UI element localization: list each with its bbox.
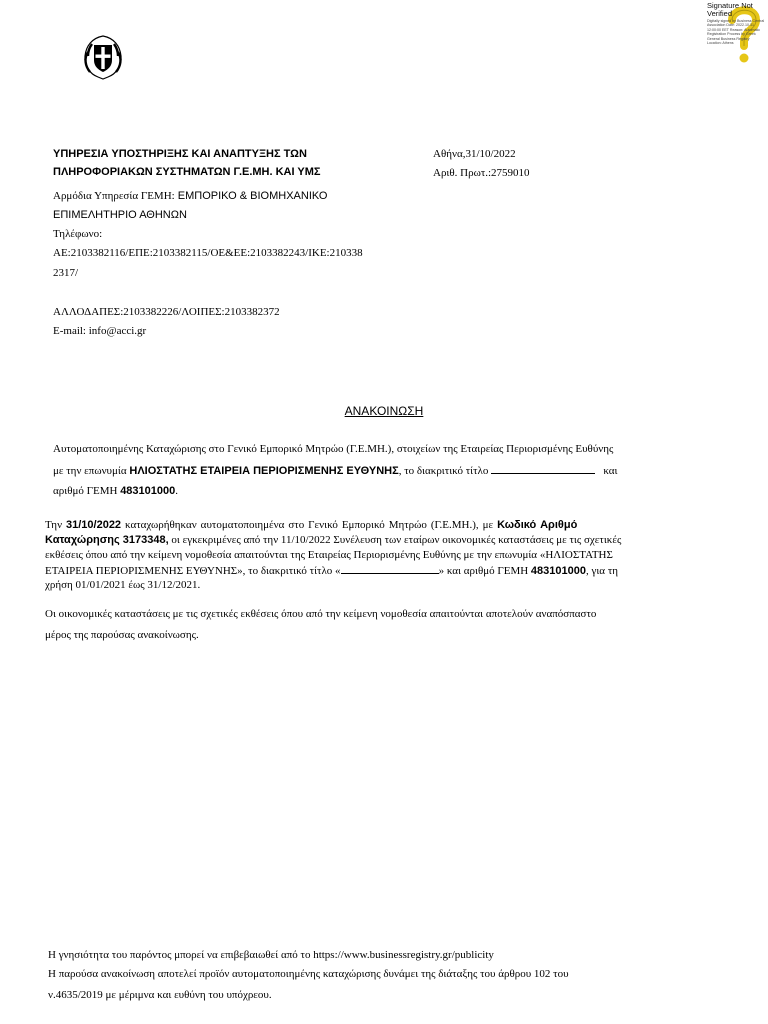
company-name: ΗΛΙΟΣΤΑΤΗΣ ΕΤΑΙΡΕΙΑ ΠΕΡΙΟΡΙΣΜΕΝΗΣ ΕΥΘΥΝΗΣ (129, 465, 399, 477)
footer-legal-basis: Η παρούσα ανακοίνωση αποτελεί προϊόν αυτοματοποιημένης καταχώρισης δυνάμει της διάταξης του άρθρου 102 του (48, 968, 569, 980)
gemi-number: 483101000 (530, 565, 586, 577)
body-line-5: χρήση 01/01/2021 έως 31/12/2021. (45, 579, 201, 591)
competent-service-value-2: ΕΠΙΜΕΛΗΤΗΡΙΟ ΑΘΗΝΩΝ (53, 209, 187, 221)
distinctive-title-blank (341, 563, 439, 574)
footer-legal-basis-2: ν.4635/2019 με μέριμνα και ευθύνη του υπόχρεου. (48, 989, 272, 1001)
body-text: καταχωρήθηκαν αυτοματοποιημένα στο Γενικό Εμπορικό Μητρώο (Γ.Ε.ΜΗ.), με (125, 519, 494, 531)
body-line-6: Οι οικονομικές καταστάσεις με τις σχετικές εκθέσεις όπου από την κείμενη νομοθεσία απαιτούνται αποτελούν αναπόσπαστο (45, 608, 597, 620)
phones-line-2: 2317/ (53, 267, 79, 279)
phone-label: Τηλέφωνο: (53, 228, 103, 240)
agency-line-1: ΥΠΗΡΕΣΙΑ ΥΠΟΣΤΗΡΙΞΗΣ ΚΑΙ ΑΝΑΠΤΥΞΗΣ ΤΩΝ (53, 148, 307, 160)
body-text: Την (45, 519, 63, 531)
intro-text: με την επωνυμία (53, 465, 127, 477)
body-text: , για τη (585, 565, 618, 577)
intro-line-1: Αυτοματοποιημένης Καταχώρισης στο Γενικό Εμπορικό Μητρώο (Γ.Ε.ΜΗ.), στοιχείων της Εταιρείας Περιορισμένης Ευθύνης (53, 443, 614, 455)
digital-signature-stamp (700, 0, 768, 64)
body-text: ΕΤΑΙΡΕΙΑ ΠΕΡΙΟΡΙΣΜΕΝΗΣ ΕΥΘΥΝΗΣ», το διακριτικό τίτλο « (45, 565, 341, 577)
distinctive-title-blank (491, 463, 595, 474)
coat-of-arms-emblem (78, 32, 128, 82)
signature-details: Digitally signed by Business Central Association Date: 2022.10.31 12:00:00 EET Reason: Automatic Registration Process by Greek General Business Registry Location: Athens (707, 19, 765, 46)
body-text: » και αριθμό ΓΕΜΗ (438, 565, 529, 577)
registration-code-label: Κωδικό Αριθμό (497, 519, 578, 531)
competent-service (53, 189, 327, 203)
phones-line-3: ΑΛΛΟΔΑΠΕΣ:2103382226/ΛΟΙΠΕΣ:2103382372 (53, 306, 280, 318)
body-line-1 (45, 518, 725, 532)
registration-date: 31/10/2022 (66, 519, 122, 531)
intro-text: και (603, 465, 618, 477)
email-line: E-mail: info@acci.gr (53, 325, 147, 337)
agency-line-2: ΠΛΗΡΟΦΟΡΙΑΚΩΝ ΣΥΣΤΗΜΑΤΩΝ Γ.Ε.ΜΗ. ΚΑΙ ΥΜΣ (53, 166, 321, 178)
phones-line-1: ΑΕ:2103382116/ΕΠΕ:2103382115/ΟΕ&ΕΕ:2103382243/ΙΚΕ:210338 (53, 247, 363, 259)
intro-line-3 (53, 484, 178, 498)
protocol-number: Αριθ. Πρωτ.:2759010 (433, 167, 530, 179)
intro-text: , το διακριτικό τίτλο (398, 465, 489, 477)
intro-text: . (175, 485, 178, 497)
registration-code: Καταχώρησης 3173348, (45, 534, 169, 546)
body-line-2 (45, 533, 725, 547)
document-title: ΑΝΑΚΟΙΝΩΣΗ (344, 404, 424, 418)
intro-text: αριθμό ΓΕΜΗ (53, 485, 118, 497)
body-text: οι εγκεκριμένες από την 11/10/2022 Συνέλευση των εταίρων οικονομικές καταστάσεις με τις σχετικές (171, 534, 622, 546)
body-line-3: εκθέσεις όπου από την κείμενη νομοθεσία απαιτούνται της Εταιρείας Περιορισμένης Ευθύνης με την επωνυμία «ΗΛΙΟΣΤΑΤΗΣ (45, 549, 613, 561)
footer-authenticity: Η γνησιότητα του παρόντος μπορεί να επιβεβαιωθεί από το https://www.businessregistry.gr/publicity (48, 949, 494, 961)
body-line-7: μέρος της παρούσας ανακοίνωσης. (45, 629, 199, 641)
competent-service-label: Αρμόδια Υπηρεσία ΓΕΜΗ: (53, 190, 175, 202)
document-date: Αθήνα,31/10/2022 (433, 148, 516, 160)
signature-status: Signature Not Verified (707, 1, 753, 18)
intro-line-2 (53, 463, 723, 478)
gemi-number: 483101000 (120, 485, 176, 497)
body-line-4 (45, 563, 725, 578)
competent-service-value-1: ΕΜΠΟΡΙΚΟ & ΒΙΟΜΗΧΑΝΙΚΟ (177, 190, 328, 202)
